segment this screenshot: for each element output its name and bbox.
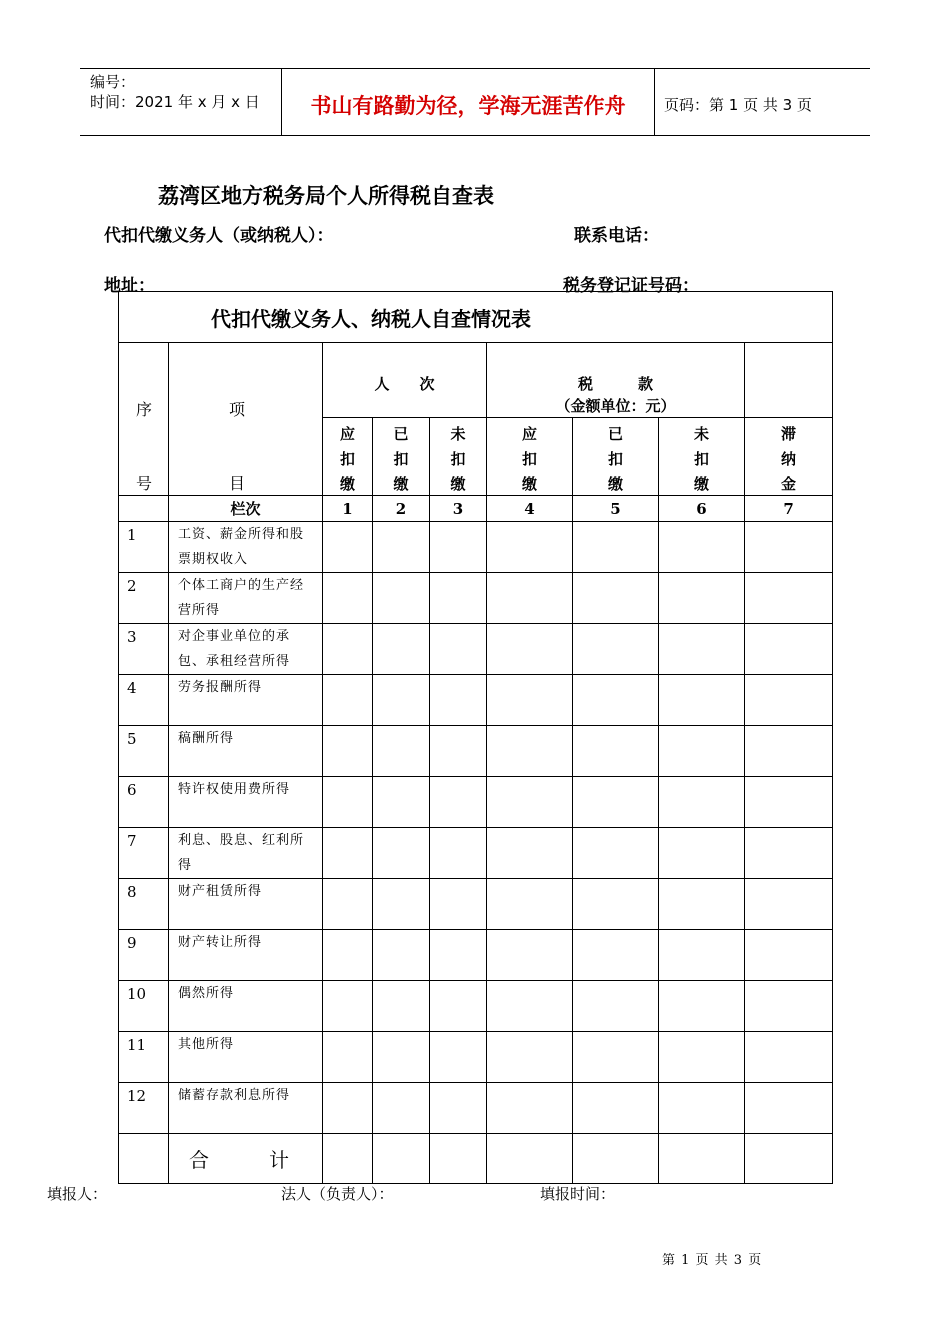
document-number-label: 编号：	[90, 73, 136, 91]
subheader-cell	[323, 418, 373, 496]
persons-group-label: 人 次	[374, 375, 435, 393]
phone-label: 联系电话：	[574, 226, 659, 246]
row-value-cell[interactable]	[430, 573, 487, 624]
row-value-cell[interactable]	[373, 726, 430, 777]
header-left-block	[90, 72, 260, 112]
row-value-cell[interactable]	[487, 879, 573, 930]
column-number: 5	[573, 496, 659, 522]
row-value-cell[interactable]	[373, 879, 430, 930]
column-number: 7	[745, 496, 833, 522]
row-number: 2	[119, 573, 169, 624]
total-cell[interactable]	[745, 1134, 833, 1184]
row-value-cell[interactable]	[573, 1083, 659, 1134]
row-value-cell[interactable]	[745, 624, 833, 675]
total-cell[interactable]	[373, 1134, 430, 1184]
row-value-cell[interactable]	[659, 726, 745, 777]
row-value-cell[interactable]	[573, 522, 659, 573]
row-value-cell[interactable]	[659, 981, 745, 1032]
document-title: 荔湾区地方税务局个人所得税自查表	[158, 183, 494, 208]
row-value-cell[interactable]	[487, 1032, 573, 1083]
seq-header-top: 序	[136, 400, 153, 419]
item-header-cell	[169, 343, 323, 496]
total-cell[interactable]	[573, 1134, 659, 1184]
item-header-bottom: 目	[229, 474, 246, 493]
row-value-cell[interactable]	[745, 726, 833, 777]
row-value-cell[interactable]	[373, 1083, 430, 1134]
row-number: 3	[119, 624, 169, 675]
subheader-char: 未	[450, 425, 466, 443]
row-value-cell[interactable]	[573, 930, 659, 981]
row-value-cell[interactable]	[745, 1083, 833, 1134]
table-row	[119, 828, 833, 879]
header-divider-right	[654, 68, 655, 136]
column-number: 3	[430, 496, 487, 522]
row-value-cell[interactable]	[659, 1032, 745, 1083]
row-value-cell[interactable]	[659, 879, 745, 930]
table-row	[119, 981, 833, 1032]
subheader-char: 已	[393, 425, 409, 443]
header-page-info: 页码：第 1 页 共 3 页	[664, 96, 812, 114]
row-value-cell[interactable]	[573, 981, 659, 1032]
row-value-cell[interactable]	[745, 930, 833, 981]
row-value-cell[interactable]	[430, 828, 487, 879]
row-value-cell[interactable]	[430, 1083, 487, 1134]
row-item-label: 稿酬所得	[169, 726, 323, 777]
row-value-cell[interactable]	[323, 777, 373, 828]
row-value-cell[interactable]	[659, 624, 745, 675]
row-number: 11	[119, 1032, 169, 1083]
row-item-label: 工资、薪金所得和股票期权收入	[169, 522, 323, 573]
row-value-cell[interactable]	[487, 624, 573, 675]
row-item-label: 对企事业单位的承包、承租经营所得	[169, 624, 323, 675]
row-item-label: 财产租赁所得	[169, 879, 323, 930]
table-row	[119, 1083, 833, 1134]
row-value-cell[interactable]	[745, 1032, 833, 1083]
subheader-cell	[373, 418, 430, 496]
row-value-cell[interactable]	[323, 930, 373, 981]
subheader-char: 缴	[339, 475, 355, 493]
table-row	[119, 777, 833, 828]
row-value-cell[interactable]	[659, 777, 745, 828]
row-value-cell[interactable]	[430, 930, 487, 981]
subheader-cell	[745, 418, 833, 496]
row-item-label: 个体工商户的生产经营所得	[169, 573, 323, 624]
row-value-cell[interactable]	[659, 1083, 745, 1134]
row-value-cell[interactable]	[430, 777, 487, 828]
row-value-cell[interactable]	[430, 675, 487, 726]
tax-group-header	[487, 343, 745, 418]
row-value-cell[interactable]	[745, 675, 833, 726]
row-value-cell[interactable]	[373, 1032, 430, 1083]
row-value-cell[interactable]	[430, 624, 487, 675]
row-value-cell[interactable]	[745, 879, 833, 930]
row-number: 1	[119, 522, 169, 573]
row-value-cell[interactable]	[430, 522, 487, 573]
subheader-char: 缴	[450, 475, 466, 493]
row-value-cell[interactable]	[659, 930, 745, 981]
row-value-cell[interactable]	[745, 828, 833, 879]
row-value-cell[interactable]	[573, 777, 659, 828]
row-value-cell[interactable]	[573, 1032, 659, 1083]
subheader-char: 滞	[781, 425, 797, 443]
column-number: 1	[323, 496, 373, 522]
page-number: 第 1 页 共 3 页	[662, 1253, 763, 1268]
subheader-cell	[487, 418, 573, 496]
header-bottom-rule	[80, 135, 870, 136]
row-value-cell[interactable]	[659, 573, 745, 624]
subheader-char: 纳	[781, 450, 797, 468]
row-value-cell[interactable]	[373, 675, 430, 726]
column-number: 4	[487, 496, 573, 522]
row-value-cell[interactable]	[323, 522, 373, 573]
column-number: 2	[373, 496, 430, 522]
subheader-cell	[430, 418, 487, 496]
row-value-cell[interactable]	[430, 879, 487, 930]
row-number: 8	[119, 879, 169, 930]
row-value-cell[interactable]	[323, 828, 373, 879]
row-value-cell[interactable]	[487, 981, 573, 1032]
row-item-label: 其他所得	[169, 1032, 323, 1083]
row-value-cell[interactable]	[487, 828, 573, 879]
row-value-cell[interactable]	[373, 981, 430, 1032]
row-value-cell[interactable]	[373, 624, 430, 675]
row-value-cell[interactable]	[323, 624, 373, 675]
row-value-cell[interactable]	[430, 1032, 487, 1083]
column-number-blank	[119, 496, 169, 522]
subheader-cell	[573, 418, 659, 496]
subheader-char: 扣	[339, 450, 355, 468]
subheader-char: 缴	[693, 475, 709, 493]
row-number: 12	[119, 1083, 169, 1134]
subheader-char: 应	[339, 425, 355, 443]
subheader-char: 扣	[393, 450, 409, 468]
tax-group-label: 税 款	[577, 375, 653, 393]
row-item-label: 利息、股息、红利所得	[169, 828, 323, 879]
subheader-char: 缴	[607, 475, 623, 493]
header-motto: 书山有路勤为径，学海无涯苦作舟	[310, 93, 626, 118]
row-number: 4	[119, 675, 169, 726]
row-value-cell[interactable]	[487, 1083, 573, 1134]
row-value-cell[interactable]	[573, 726, 659, 777]
total-label: 合 计	[169, 1134, 323, 1184]
row-value-cell[interactable]	[573, 624, 659, 675]
subheader-char: 缴	[521, 475, 537, 493]
row-value-cell[interactable]	[323, 573, 373, 624]
row-value-cell[interactable]	[323, 1032, 373, 1083]
row-item-label: 特许权使用费所得	[169, 777, 323, 828]
subheader-char: 缴	[393, 475, 409, 493]
row-value-cell[interactable]	[373, 777, 430, 828]
self-check-table	[118, 291, 833, 1184]
row-value-cell[interactable]	[659, 675, 745, 726]
row-number: 6	[119, 777, 169, 828]
table-row	[119, 522, 833, 573]
row-item-label: 偶然所得	[169, 981, 323, 1032]
row-value-cell[interactable]	[659, 828, 745, 879]
table-row	[119, 573, 833, 624]
row-value-cell[interactable]	[573, 879, 659, 930]
blank-header-cell	[745, 343, 833, 418]
row-value-cell[interactable]	[487, 777, 573, 828]
subheader-char: 未	[693, 425, 709, 443]
persons-group-header	[323, 343, 487, 418]
column-number: 6	[659, 496, 745, 522]
row-value-cell[interactable]	[487, 522, 573, 573]
seq-header-cell	[119, 343, 169, 496]
tax-registration-label: 税务登记证号码：	[563, 276, 699, 296]
row-value-cell[interactable]	[745, 777, 833, 828]
total-cell[interactable]	[430, 1134, 487, 1184]
table-row	[119, 726, 833, 777]
row-value-cell[interactable]	[323, 981, 373, 1032]
row-number: 5	[119, 726, 169, 777]
row-number: 7	[119, 828, 169, 879]
table-title: 代扣代缴义务人、纳税人自查情况表	[119, 292, 833, 343]
total-cell[interactable]	[323, 1134, 373, 1184]
row-value-cell[interactable]	[373, 828, 430, 879]
row-value-cell[interactable]	[487, 726, 573, 777]
subheader-char: 应	[521, 425, 537, 443]
tax-unit-label: （金额单位：元）	[555, 397, 676, 415]
document-date: 时间：2021 年 x 月 x 日	[90, 93, 260, 111]
table-row	[119, 879, 833, 930]
header-top-rule	[80, 68, 870, 69]
row-value-cell[interactable]	[323, 1083, 373, 1134]
row-value-cell[interactable]	[323, 726, 373, 777]
row-value-cell[interactable]	[487, 930, 573, 981]
total-blank-cell	[119, 1134, 169, 1184]
row-value-cell[interactable]	[430, 981, 487, 1032]
row-value-cell[interactable]	[745, 573, 833, 624]
row-value-cell[interactable]	[487, 675, 573, 726]
legal-representative-label: 法人（负责人）：	[281, 1185, 394, 1203]
filler-label: 填报人：	[47, 1185, 108, 1203]
seq-header-bottom: 号	[136, 474, 153, 493]
subheader-char: 扣	[521, 450, 537, 468]
row-value-cell[interactable]	[430, 726, 487, 777]
subheader-char: 扣	[607, 450, 623, 468]
row-value-cell[interactable]	[373, 522, 430, 573]
row-value-cell[interactable]	[659, 522, 745, 573]
table-row	[119, 624, 833, 675]
row-number: 9	[119, 930, 169, 981]
item-header-top: 项	[229, 400, 246, 419]
row-value-cell[interactable]	[745, 522, 833, 573]
row-value-cell[interactable]	[573, 675, 659, 726]
row-value-cell[interactable]	[745, 981, 833, 1032]
table-row	[119, 675, 833, 726]
subheader-cell	[659, 418, 745, 496]
row-item-label: 劳务报酬所得	[169, 675, 323, 726]
column-label: 栏次	[169, 496, 323, 522]
agent-label: 代扣代缴义务人（或纳税人）：	[104, 226, 334, 246]
row-value-cell[interactable]	[323, 879, 373, 930]
table-row	[119, 1032, 833, 1083]
subheader-char: 扣	[450, 450, 466, 468]
row-number: 10	[119, 981, 169, 1032]
total-cell[interactable]	[659, 1134, 745, 1184]
row-value-cell[interactable]	[373, 573, 430, 624]
table-body	[119, 522, 833, 1134]
row-value-cell[interactable]	[373, 930, 430, 981]
row-value-cell[interactable]	[573, 573, 659, 624]
total-cell[interactable]	[487, 1134, 573, 1184]
address-label: 地址：	[104, 276, 155, 296]
row-value-cell[interactable]	[487, 573, 573, 624]
row-value-cell[interactable]	[323, 675, 373, 726]
row-value-cell[interactable]	[573, 828, 659, 879]
subheader-char: 已	[607, 425, 623, 443]
table-row	[119, 930, 833, 981]
row-item-label: 财产转让所得	[169, 930, 323, 981]
subheader-char: 扣	[693, 450, 709, 468]
fill-date-label: 填报时间：	[540, 1185, 616, 1203]
row-item-label: 储蓄存款利息所得	[169, 1083, 323, 1134]
subheader-char: 金	[781, 475, 797, 493]
